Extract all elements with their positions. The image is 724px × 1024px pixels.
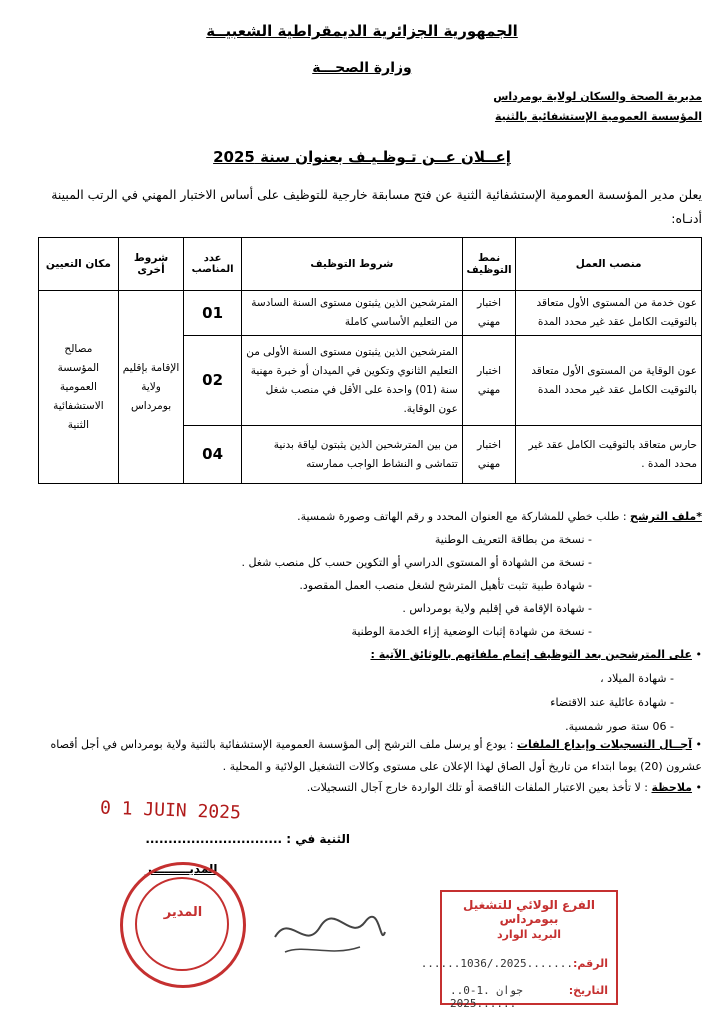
republic-heading: الجمهورية الجزائرية الديمقراطية الشعبيــة [206, 22, 518, 40]
count-cell: 02 [184, 336, 242, 426]
header-place: مكان التعيين [39, 238, 119, 291]
seal-inner-ring [135, 877, 229, 971]
after-hiring-label: على المترشحين بعد التوظيف إتمام ملفاتهم بالوثائق الآتية : [370, 648, 692, 661]
reception-ref-row [420, 957, 608, 970]
note-section: • ملاحظة : لا تأخذ بعين الاعتبار الملفات الناقصة أو تلك الواردة خارج آجال التسجيلات. [306, 781, 702, 794]
application-file-first [12, 505, 702, 528]
reception-date-label: التاريخ: [568, 984, 608, 997]
after-hiring-list [12, 667, 702, 739]
reception-stamp-line1: الفرع الولائي للتشغيل ببومرداس [463, 898, 595, 926]
establishment-line: المؤسسة العمومية الإستشفائية بالثنية [494, 110, 702, 123]
header-count: عدد المناصب [184, 238, 242, 291]
reception-stamp [420, 890, 618, 1010]
header-conditions: شروط التوظيف [241, 238, 462, 291]
place-date-line: الثنية في : .............................. [145, 832, 350, 846]
note-label: ملاحظة [651, 781, 692, 794]
application-file-request: : طلب خطي للمشاركة مع العنوان المحدد و رقم الهاتف وصورة شمسية. [297, 510, 627, 523]
reception-date-row [450, 984, 608, 1010]
list-item: - شهادة الميلاد ، [12, 667, 674, 691]
conditions-cell: المترشحين الذين يثبتون مستوى السنة الأولى من التعليم الثانوي وتكوين في الميدان أو خبرة مهنية سنة (01) واحدة على الأقل في منصب شغل عون الوقاية. [241, 336, 462, 426]
count-cell: 04 [184, 426, 242, 484]
date-stamp: 0 1 JUIN 2025 [99, 797, 242, 824]
header-position: منصب العمل [516, 238, 702, 291]
official-seal [120, 862, 246, 988]
deadline-section: • آجــال التسجيلات وإيداع الملفات : يودع أو يرسل ملف الترشح إلى المؤسسة العمومية الإستشفائية بالثنية ولاية بومرداس في أجل أقصاه عشرون (20) يوما ابتداء من تاريخ أول الصاق لهذا الإعلان على مستوى وكالات التشغيل الولائية و المحلية . [50, 738, 702, 773]
deadline-text: : يودع أو يرسل ملف الترشح إلى المؤسسة العمومية الإستشفائية بالثنية ولاية بومرداس في أجل أقصاه عشرون (20) يوما ابتداء من تاريخ أول الصاق لهذا الإعلان على مستوى وكالات التشغيل الولائية و المحلية . [50, 738, 702, 773]
reception-ref-value: ......1036/.2025....... [420, 957, 574, 970]
header-mode: نمط التوظيف [462, 238, 515, 291]
list-item: - شهادة طبية تثبت تأهيل المترشح لشغل منصب العمل المقصود. [12, 574, 592, 597]
list-item: - نسخة من شهادة إثبات الوضعية إزاء الخدمة الوطنية [12, 620, 592, 643]
note-text: : لا تأخذ بعين الاعتبار الملفات الناقصة أو تلك الواردة خارج آجال التسجيلات. [306, 781, 649, 794]
deadline-label: آجــال التسجيلات وإيداع الملفات [516, 738, 692, 751]
table-header-row [39, 238, 702, 291]
list-item: - 06 ستة صور شمسية. [12, 715, 674, 739]
position-cell: حارس متعاقد بالتوقيت الكامل عقد غير محدد المدة . [516, 426, 702, 484]
positions-table [38, 237, 702, 484]
header-other: شروط أخرى [118, 238, 184, 291]
conditions-cell: المترشحين الذين يثبتون مستوى السنة السادسة من التعليم الأساسي كاملة [241, 291, 462, 336]
position-cell: عون الوقاية من المستوى الأول متعاقد بالتوقيت الكامل عقد غير محدد المدة [516, 336, 702, 426]
application-file-label: *ملف الترشح [630, 510, 702, 523]
mode-cell: اختبار مهني [462, 426, 515, 484]
mode-cell: اختبار مهني [462, 336, 515, 426]
directorate-line: مديرية الصحة والسكان لولاية بومرداس [493, 90, 702, 103]
list-item: - نسخة من بطاقة التعريف الوطنية [12, 528, 592, 551]
reception-ref-label: الرقم: [573, 957, 608, 970]
place-cell: مصالح المؤسسة العمومية الاستشفائية الثنية [39, 291, 119, 484]
conditions-cell: من بين المترشحين الذين يثبتون لياقة بدنية تتماشى و النشاط الواجب ممارسته [241, 426, 462, 484]
application-file-section [12, 505, 702, 643]
table-row [39, 291, 702, 336]
director-title: المديـــــــــر [145, 862, 218, 876]
handwritten-signature [270, 902, 390, 962]
list-item: - شهادة الإقامة في إقليم ولاية بومرداس . [12, 597, 592, 620]
mode-cell: اختبار مهني [462, 291, 515, 336]
other-conditions-cell: الإقامة بإقليم ولاية بومرداس [118, 291, 184, 484]
reception-date-value: ..0-1. جوان 2025...... [450, 984, 523, 1010]
reception-stamp-line2: البريد الوارد [496, 928, 562, 941]
list-item: - شهادة عائلية عند الاقتضاء [12, 691, 674, 715]
seal-word: المدير [163, 905, 203, 920]
announcement-intro: يعلن مدير المؤسسة العمومية الإستشفائية الثنية عن فتح مسابقة خارجية للتوظيف على أساس الاختبار المهني في الرتب المبينة أدنـاه: [51, 187, 702, 226]
list-item: - نسخة من الشهادة أو المستوى الدراسي أو التكوين حسب كل منصب شغل . [12, 551, 592, 574]
application-file-list [12, 528, 702, 643]
ministry-heading: وزارة الصحـــة [312, 60, 412, 76]
announcement-title: إعــلان عــن تـوظـيـف بعنوان سنة 2025 [213, 148, 511, 166]
after-hiring-section: • على المترشحين بعد التوظيف إتمام ملفاتهم بالوثائق الآتية : - شهادة الميلاد ، - شهادة عائلية عند الاقتضاء - 06 ستة صور شمسية. [12, 643, 702, 739]
count-cell: 01 [184, 291, 242, 336]
position-cell: عون خدمة من المستوى الأول متعاقد بالتوقيت الكامل عقد غير محدد المدة [516, 291, 702, 336]
